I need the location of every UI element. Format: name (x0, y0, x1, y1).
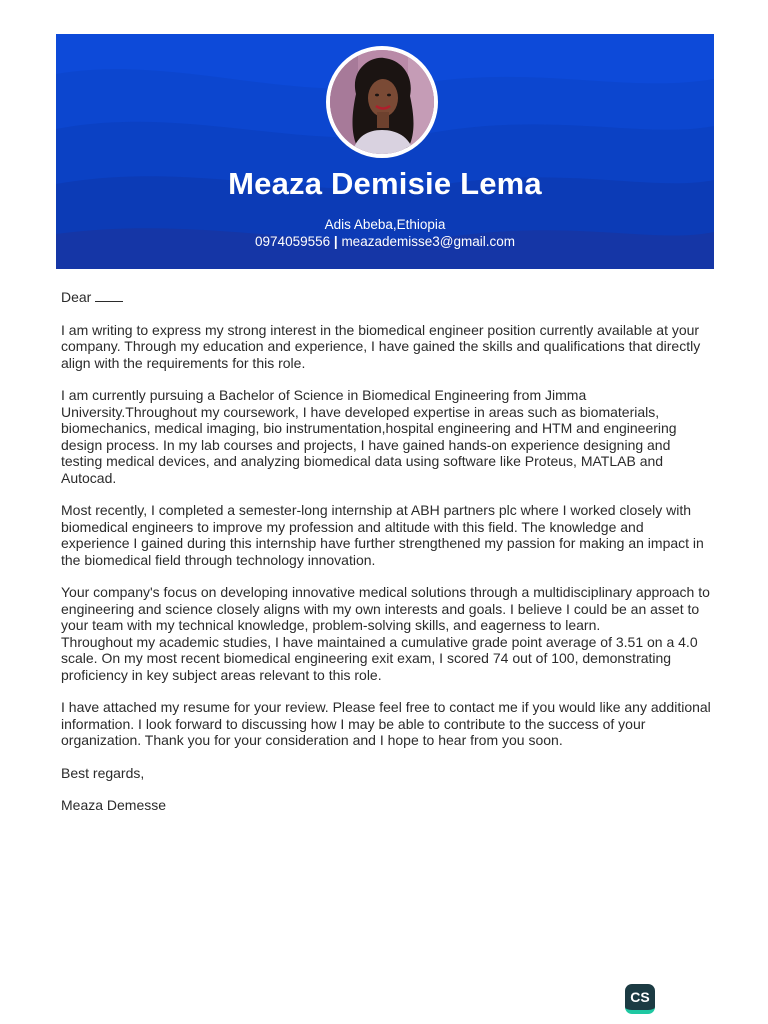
letter-closing: Best regards, (61, 764, 145, 781)
cs-logo-icon: CS (625, 984, 655, 1014)
letter-paragraph-education: I am currently pursuing a Bachelor of Science in Biomedical Engineering from Jimma University.Throughout my coursework, I have developed expertise in areas such as biomaterials, biomechanics, medical imaging, bio instrumentation,hospital engineering and HTM and engineering design process. In my lab courses and projects, I have gained hands-on experience designing and testing medical devices, and analyzing biomedical data using software like Proteus, MATLAB and Autocad. (61, 387, 677, 486)
applicant-email[interactable]: meazademisse3@gmail.com (341, 234, 515, 249)
letter-paragraph-academics: Throughout my academic studies, I have maintained a cumulative grade point average of 3.51 on a 4.0 scale. On my most recent biomedical engineering exit exam, I scored 74 out of 100, demonstrating proficiency in key subject areas relevant to this role. (61, 633, 698, 683)
letter-paragraph-closing: I have attached my resume for your review. Please feel free to contact me if you would like any additional information. I look forward to discussing how I may be able to contribute to the success of your organization. Thank you for your consideration and I hope to hear from you soon. (61, 699, 711, 748)
resume-header (56, 34, 714, 269)
profile-photo (326, 46, 438, 158)
letter-salutation (61, 289, 711, 306)
letter-paragraph-company-fit: Your company's focus on developing innovative medical solutions through a multidisciplinary approach to engineering and science closely aligns with my own interests and goals. I believe I could be an asset to your team with my technical knowledge, problem-solving skills, and eagerness to learn. (61, 584, 710, 633)
recipient-name-blank (95, 291, 123, 302)
letter-signature: Meaza Demesse (61, 797, 167, 813)
cover-letter-body (61, 289, 711, 830)
letter-paragraph-internship: Most recently, I completed a semester-long internship at ABH partners plc where I worked closely with biomedical engineers to improve my profession and altitude with this field. The knowledge and experience I gained during this internship have further strengthened my passion for making an impact in the biomedical field through technology innovation. (61, 502, 704, 568)
applicant-location: Adis Abeba,Ethiopia (324, 217, 446, 232)
salutation-text: Dear (61, 289, 92, 305)
letter-paragraph-intro: I am writing to express my strong interest in the biomedical engineer position currently available at your company. Through my education and experience, I have gained the skills and qualifications that directly align with the requirements for this role. (61, 321, 701, 371)
applicant-phone: 0974059556 (255, 234, 331, 249)
applicant-contact (56, 234, 714, 249)
applicant-name: Meaza Demisie Lema (228, 166, 542, 201)
contact-separator: | (333, 234, 338, 249)
profile-photo-illustration (330, 50, 434, 154)
